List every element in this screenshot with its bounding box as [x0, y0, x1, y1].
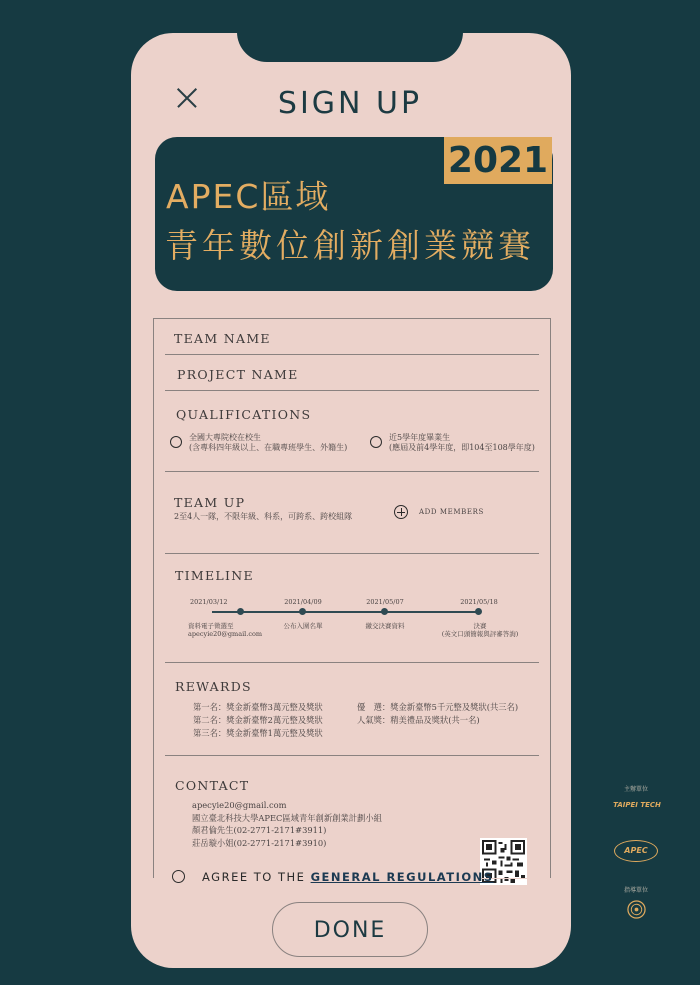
banner-title-line1: APEC區域	[166, 177, 331, 216]
divider	[165, 755, 539, 756]
divider	[165, 662, 539, 663]
rewards-list-left: 第一名：獎金新臺幣3萬元整及獎狀 第二名：獎金新臺幣2萬元整及獎狀 第三名：獎金新臺幣1萬元整及獎狀	[193, 702, 323, 738]
timeline-desc: 決賽 (英文口頭簡報與評審答詢)	[441, 622, 519, 638]
divider	[153, 318, 551, 319]
divider	[165, 471, 539, 472]
rewards-list-right: 優 選：獎金新臺幣5千元整及獎狀(共三名) 人氣獎：精美禮品及獎狀(共一名)	[357, 702, 519, 725]
timeline-desc: 資料電子徵選至 apecyie20@gmail.com	[188, 622, 263, 638]
timeline-date: 2021/03/12	[190, 598, 228, 606]
page-title: SIGN UP	[277, 86, 423, 121]
team-up-desc: 2至4人一隊，不限年級、科系，可跨系、跨校組隊	[174, 512, 353, 521]
form-right-border	[550, 318, 551, 878]
rewards-label: REWARDS	[175, 679, 252, 694]
guide-label: 指導單位	[624, 887, 649, 894]
qualification-option-graduate: 近5學年度畢業生 (應屆及前4學年度，即104至108學年度)	[389, 433, 535, 452]
agree-radio[interactable]	[172, 870, 185, 883]
timeline-dot	[299, 608, 306, 615]
apec-logo: APEC	[614, 840, 658, 862]
project-name-field[interactable]: PROJECT NAME	[177, 367, 299, 382]
timeline-date: 2021/05/07	[366, 598, 404, 606]
general-regulations-link[interactable]: GENERAL REGULATIONS	[310, 870, 494, 884]
qualifications-label: QUALIFICATIONS	[176, 407, 312, 422]
add-members-button[interactable]: ADD MEMBERS	[419, 508, 484, 516]
timeline-track	[212, 611, 480, 613]
ministry-seal-icon	[627, 900, 646, 919]
taipei-tech-logo-text: TAIPEI TECH	[613, 801, 661, 809]
year-badge: 2021	[444, 137, 552, 184]
team-up-label: TEAM UP	[174, 495, 246, 510]
timeline-dot	[381, 608, 388, 615]
qualification-radio-student[interactable]	[170, 436, 182, 448]
agree-prefix: AGREE TO THE	[202, 870, 311, 884]
timeline-desc: 公布入圍名單	[283, 622, 323, 630]
close-icon[interactable]	[176, 87, 198, 109]
qualification-option-student: 全國大專院校在校生 (含專科四年級以上、在職專班學生、外籍生)	[189, 433, 348, 452]
timeline-desc: 繳交決賽資料	[365, 622, 405, 630]
timeline-dot	[475, 608, 482, 615]
timeline-date: 2021/05/18	[460, 598, 498, 606]
contact-info: apecyie20@gmail.com 國立臺北科技大學APEC區域青年創新創業計劃小組 顏君倫先生(02-2771-2171#3911) 莊岳璇小姐(02-2771-2171#3910)	[192, 800, 382, 848]
phone-notch	[237, 0, 463, 62]
qualification-radio-graduate[interactable]	[370, 436, 382, 448]
done-button[interactable]: DONE	[272, 902, 428, 957]
form-left-border	[153, 318, 154, 878]
divider	[165, 553, 539, 554]
add-members-icon[interactable]	[394, 505, 408, 519]
contact-label: CONTACT	[175, 778, 250, 793]
timeline-dot	[237, 608, 244, 615]
divider	[165, 390, 539, 391]
taipei-tech-logo	[612, 801, 662, 809]
organizer-label: 主辦單位	[624, 786, 649, 793]
agree-regulations-text	[202, 870, 494, 884]
banner-title-line2: 青年數位創新創業競賽	[165, 226, 535, 265]
divider	[165, 354, 539, 355]
team-name-field[interactable]: TEAM NAME	[174, 331, 271, 346]
timeline-date: 2021/04/09	[284, 598, 322, 606]
timeline-label: TIMELINE	[175, 568, 254, 583]
